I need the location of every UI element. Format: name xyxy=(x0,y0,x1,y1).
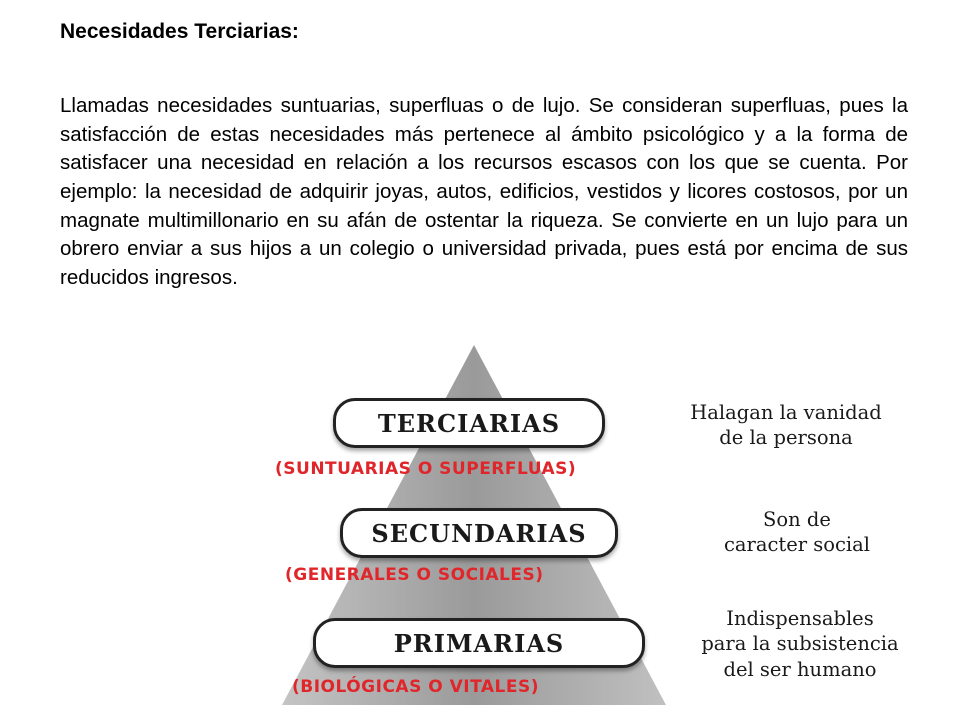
level-title-terciarias: TERCIARIAS xyxy=(377,408,561,438)
level-note-primarias xyxy=(670,606,930,682)
level-box-terciarias xyxy=(333,398,605,448)
note-line: Halagan la vanidad xyxy=(690,401,882,424)
level-title-secundarias: SECUNDARIAS xyxy=(371,518,587,548)
page-title: Necesidades Terciarias: xyxy=(60,20,299,43)
level-note-terciarias xyxy=(656,400,916,451)
note-line: del ser humano xyxy=(723,657,877,681)
level-subtitle-terciarias: (SUNTUARIAS O SUPERFLUAS) xyxy=(275,459,577,479)
note-line: caracter social xyxy=(723,533,871,557)
level-title-primarias: PRIMARIAS xyxy=(393,628,565,658)
level-box-secundarias xyxy=(340,508,618,558)
note-line: Son de xyxy=(763,508,831,531)
level-subtitle-secundarias: (GENERALES O SOCIALES) xyxy=(285,565,544,585)
level-box-primarias xyxy=(313,618,645,668)
note-line: para la subsistencia xyxy=(701,632,899,656)
body-paragraph: Llamadas necesidades suntuarias, superfluas o de lujo. Se consideran superfluas, pues la satisfacción de estas necesidades más pertenece al ámbito psicológico y a la forma de satisfacer una necesidad en relación a los recursos escasos con los que se cuenta. Por ejemplo: la necesidad de adquirir joyas, autos, edificios, vestidos y licores costosos, por un magnate multimillonario en su afán de ostentar la riqueza. Se convierte en un lujo para un obrero enviar a sus hijos a un colegio o universidad privada, pues está por encima de sus reducidos ingresos. xyxy=(60,94,908,290)
level-note-secundarias xyxy=(672,507,922,558)
note-line: de la persona xyxy=(719,426,853,450)
note-line: Indispensables xyxy=(726,607,874,630)
level-subtitle-primarias: (BIOLÓGICAS O VITALES) xyxy=(292,677,539,697)
